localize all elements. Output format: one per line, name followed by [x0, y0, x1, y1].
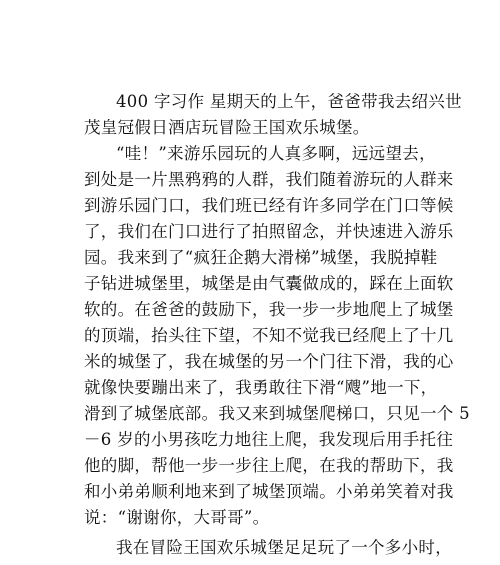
text-line: 的顶端，抬头往下望，不知不觉我已经爬上了十几	[84, 326, 454, 345]
text-line: 我在冒险王国欢乐城堡足足玩了一个多小时，	[116, 538, 452, 557]
text-line: 到游乐园门口，我们班已经有许多同学在门口等候	[84, 196, 454, 215]
text-line: 滑到了城堡底部。我又来到城堡爬梯口，只见一个 5	[84, 404, 470, 423]
text-line: “哇！”来游乐园玩的人真多啊，远远望去，	[116, 144, 436, 163]
text-line: 软的。在爸爸的鼓励下，我一步一步地爬上了城堡	[84, 300, 454, 319]
text-line: 400 字习作 星期天的上午，爸爸带我去绍兴世	[116, 92, 462, 111]
text-line: 了，我们在门口进行了拍照留念，并快速进入游乐	[84, 222, 454, 241]
text-line: 他的脚，帮他一步一步往上爬，在我的帮助下，我	[84, 456, 454, 475]
text-line: 和小弟弟顺利地来到了城堡顶端。小弟弟笑着对我	[84, 482, 454, 501]
text-line: 就像快要蹦出来了，我勇敢往下滑“飕”地一下，	[84, 378, 438, 397]
text-line: 子钻进城堡里，城堡是由气囊做成的，踩在上面软	[84, 274, 454, 293]
text-line: 园。我来到了“疯狂企鹅大滑梯”城堡，我脱掉鞋	[84, 248, 438, 267]
text-line: －6 岁的小男孩吃力地往上爬，我发现后用手托往	[84, 430, 454, 449]
text-line: 茂皇冠假日酒店玩冒险王国欢乐城堡。	[84, 118, 370, 137]
text-line: 到处是一片黑鸦鸦的人群，我们随着游玩的人群来	[84, 170, 454, 189]
text-line: 说：“谢谢你，大哥哥”。	[84, 508, 270, 527]
text-line: 米的城堡了，我在城堡的另一个门往下滑，我的心	[84, 352, 454, 371]
